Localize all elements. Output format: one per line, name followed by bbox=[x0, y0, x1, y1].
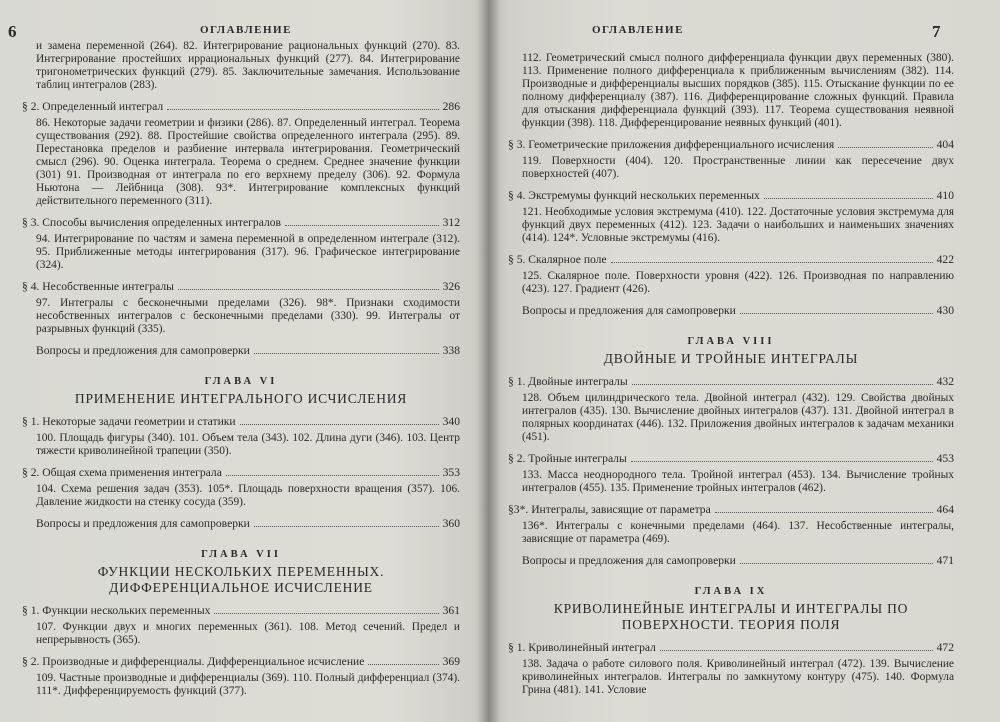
toc-entry-text: 100. Площадь фигуры (340). 101. Объем тела (343). 102. Длина дуги (346). 103. Центр тяжести криволинейной трапеции (350). bbox=[36, 432, 460, 457]
section-entry bbox=[22, 280, 460, 294]
section-title: § 5. Скалярное поле bbox=[508, 253, 607, 266]
section-title: § 2. Общая схема применения интеграла bbox=[22, 466, 222, 479]
section-page-number: 340 bbox=[442, 415, 460, 428]
section-title: § 2. Производные и дифференциалы. Дифференциальное исчисление bbox=[22, 655, 365, 668]
chapter-label: ГЛАВА IX bbox=[694, 586, 768, 597]
section-entry bbox=[508, 375, 954, 389]
toc-entry-text: 133. Масса неоднородного тела. Тройной интеграл (453). 134. Вычисление тройных интегралов (455). 135. Применение тройных интегралов (462). bbox=[522, 469, 954, 494]
chapter-heading bbox=[508, 586, 954, 633]
section-title: § 4. Экстремумы функций нескольких переменных bbox=[508, 189, 760, 202]
self-check-questions-entry bbox=[22, 344, 460, 358]
section-entry bbox=[508, 138, 954, 152]
section-page-number: 286 bbox=[442, 100, 460, 113]
right-page bbox=[488, 0, 1000, 722]
chapter-title: КРИВОЛИНЕЙНЫЕ ИНТЕГРАЛЫ И ИНТЕГРАЛЫ ПО ПОВЕРХНОСТИ. ТЕОРИЯ ПОЛЯ bbox=[553, 601, 909, 632]
section-page-number: 422 bbox=[936, 253, 954, 266]
toc-entry-text: 119. Поверхности (404). 120. Пространственные линии как пересечение двух поверхностей (407). bbox=[522, 155, 954, 180]
section-entry bbox=[22, 216, 460, 230]
dot-leader bbox=[715, 512, 933, 513]
section-title: §3*. Интегралы, зависящие от параметра bbox=[508, 503, 711, 516]
chapter-label: ГЛАВА VI bbox=[204, 376, 278, 387]
dot-leader bbox=[178, 289, 439, 290]
chapter-heading bbox=[22, 376, 460, 407]
toc-entry-text: 138. Задача о работе силового поля. Криволинейный интеграл (472). 139. Вычисление криволинейных интегралов. Интегралы по замкнутому контуру (475). 140. Формула Грина (481). 141. Условие bbox=[522, 658, 954, 696]
chapter-title: ФУНКЦИИ НЕСКОЛЬКИХ ПЕРЕМЕННЫХ. ДИФФЕРЕНЦИАЛЬНОЕ ИСЧИСЛЕНИЕ bbox=[97, 564, 385, 595]
section-title: § 3. Способы вычисления определенных интегралов bbox=[22, 216, 281, 229]
section-page-number: 361 bbox=[442, 604, 460, 617]
section-title: § 3. Геометрические приложения дифференциального исчисления bbox=[508, 138, 835, 151]
section-title: § 1. Двойные интегралы bbox=[508, 375, 628, 388]
section-page-number: 472 bbox=[936, 641, 954, 654]
chapter-title: ПРИМЕНЕНИЕ ИНТЕГРАЛЬНОГО ИСЧИСЛЕНИЯ bbox=[74, 391, 408, 406]
book-spine bbox=[478, 0, 500, 722]
section-page-number: 410 bbox=[936, 189, 954, 202]
section-title: Вопросы и предложения для самопроверки bbox=[36, 344, 250, 357]
dot-leader bbox=[368, 664, 438, 665]
section-entry bbox=[508, 189, 954, 203]
section-title: Вопросы и предложения для самопроверки bbox=[36, 517, 250, 530]
page-number: 6 bbox=[8, 22, 17, 41]
dot-leader bbox=[611, 262, 933, 263]
section-page-number: 404 bbox=[936, 138, 954, 151]
chapter-heading bbox=[22, 549, 460, 596]
section-entry bbox=[22, 604, 460, 618]
toc-entry-text: 86. Некоторые задачи геометрии и физики (286). 87. Определенный интеграл. Теорема существования (292). 88. Простейшие свойства определенного интеграла (295). 89. Перестановка пределов и разбиение интервала интегрирования. Геометрический смысл (296). 90. Оценка интеграла. Теорема о среднем. Среднее значение функции (301) 91. Производная от интеграла по его верхнему пределу (306). 92. Формула Ньютона — Лейбница (308). 93*. Интегрирование комплексных функций действительного переменного (311). bbox=[36, 117, 460, 207]
dot-leader bbox=[740, 563, 933, 564]
dot-leader bbox=[838, 147, 932, 148]
section-title: Вопросы и предложения для самопроверки bbox=[522, 554, 736, 567]
self-check-questions-entry bbox=[508, 554, 954, 568]
left-page bbox=[0, 0, 488, 722]
running-head: ОГЛАВЛЕНИЕ bbox=[200, 24, 292, 36]
toc-entry-text: 94. Интегрирование по частям и замена переменной в определенном интеграле (312). 95. Приближенные методы интегрирования (317). 96. Графическое интегрирование (324). bbox=[36, 233, 460, 271]
dot-leader bbox=[167, 109, 438, 110]
toc-entry-text: 104. Схема решения задач (353). 105*. Площадь поверхности вращения (357). 106. Давление жидкости на стенку сосуда (359). bbox=[36, 483, 460, 508]
section-page-number: 464 bbox=[936, 503, 954, 516]
section-page-number: 353 bbox=[442, 466, 460, 479]
dot-leader bbox=[226, 475, 439, 476]
toc-entry-text: 136*. Интегралы с конечными пределами (464). 137. Несобственные интегралы, зависящие от параметра (469). bbox=[522, 520, 954, 545]
section-page-number: 312 bbox=[442, 216, 460, 229]
section-page-number: 326 bbox=[442, 280, 460, 293]
section-entry bbox=[22, 100, 460, 114]
self-check-questions-entry bbox=[22, 517, 460, 531]
section-page-number: 360 bbox=[442, 517, 460, 530]
section-entry bbox=[508, 503, 954, 517]
section-entry bbox=[22, 466, 460, 480]
section-page-number: 369 bbox=[442, 655, 460, 668]
self-check-questions-entry bbox=[508, 304, 954, 318]
toc-column bbox=[508, 52, 954, 697]
section-page-number: 453 bbox=[936, 452, 954, 465]
toc-entry-text: 109. Частные производные и дифференциалы (369). 110. Полный дифференциал (374). 111*. Дифференцируемость функций (377). bbox=[36, 672, 460, 697]
section-title: § 2. Определенный интеграл bbox=[22, 100, 164, 113]
dot-leader bbox=[240, 424, 439, 425]
section-page-number: 432 bbox=[936, 375, 954, 388]
toc-entry-text: 121. Необходимые условия экстремума (410). 122. Достаточные условия экстремума для функций двух переменных (412). 123. Задачи о наибольших и наименьших значениях (414). 124*. Условные экстремумы (416). bbox=[522, 206, 954, 244]
toc-entry-text: 128. Объем цилиндрического тела. Двойной интеграл (432). 129. Свойства двойных интегралов (435). 130. Вычисление двойных интегралов (437). 131. Двойной интеграл в полярных координатах (446). 132. Приложения двойных интегралов к задачам механики (451). bbox=[522, 392, 954, 443]
chapter-label: ГЛАВА VII bbox=[201, 549, 281, 560]
section-title: § 1. Криволинейный интеграл bbox=[508, 641, 656, 654]
toc-entry-text: и замена переменной (264). 82. Интегрирование рациональных функций (270). 83. Интегрирование простейших иррациональных функций (277). 84. Интегрирование тригонометрических функций (279). 85. Заключительные замечания. Использование таблиц интегралов (283). bbox=[36, 40, 460, 91]
section-title: Вопросы и предложения для самопроверки bbox=[522, 304, 736, 317]
section-page-number: 430 bbox=[936, 304, 954, 317]
dot-leader bbox=[285, 225, 439, 226]
section-page-number: 338 bbox=[442, 344, 460, 357]
section-title: § 1. Функции нескольких переменных bbox=[22, 604, 211, 617]
dot-leader bbox=[740, 313, 933, 314]
section-title: § 4. Несобственные интегралы bbox=[22, 280, 174, 293]
toc-entry-text: 125. Скалярное поле. Поверхности уровня (422). 126. Производная по направлению (423). 127. Градиент (426). bbox=[522, 270, 954, 295]
running-head: ОГЛАВЛЕНИЕ bbox=[592, 24, 684, 36]
dot-leader bbox=[214, 613, 438, 614]
toc-entry-text: 107. Функции двух и многих переменных (361). 108. Метод сечений. Предел и непрерывность (365). bbox=[36, 621, 460, 646]
section-title: § 1. Некоторые задачи геометрии и статики bbox=[22, 415, 236, 428]
page-number: 7 bbox=[932, 22, 941, 41]
dot-leader bbox=[254, 353, 439, 354]
dot-leader bbox=[764, 198, 933, 199]
toc-column bbox=[22, 40, 460, 698]
section-page-number: 471 bbox=[936, 554, 954, 567]
chapter-heading bbox=[508, 336, 954, 367]
section-entry bbox=[22, 655, 460, 669]
dot-leader bbox=[632, 384, 933, 385]
chapter-title: ДВОЙНЫЕ И ТРОЙНЫЕ ИНТЕГРАЛЫ bbox=[603, 351, 859, 366]
toc-entry-text: 97. Интегралы с бесконечными пределами (326). 98*. Признаки сходимости несобственных интегралов с бесконечными пределами (330). 99. Интегралы от разрывных функций (335). bbox=[36, 297, 460, 335]
dot-leader bbox=[660, 650, 933, 651]
section-entry bbox=[22, 415, 460, 429]
dot-leader bbox=[254, 526, 439, 527]
section-entry bbox=[508, 641, 954, 655]
toc-entry-text: 112. Геометрический смысл полного дифференциала функции двух переменных (380). 113. Применение полного дифференциала к приближенным вычислениям (382). 114. Производные и дифференциалы высших порядков (385). 115. Отыскание функции по ее полному дифференциалу (387). 116. Дифференцирование сложных функций. Правила для отыскания дифференциала функций (393). 117. Теорема существования неявной функции (398). 118. Дифференцирование неявных функций (401). bbox=[522, 52, 954, 129]
section-entry bbox=[508, 253, 954, 267]
chapter-label: ГЛАВА VIII bbox=[687, 336, 775, 347]
dot-leader bbox=[631, 461, 933, 462]
section-title: § 2. Тройные интегралы bbox=[508, 452, 627, 465]
section-entry bbox=[508, 452, 954, 466]
